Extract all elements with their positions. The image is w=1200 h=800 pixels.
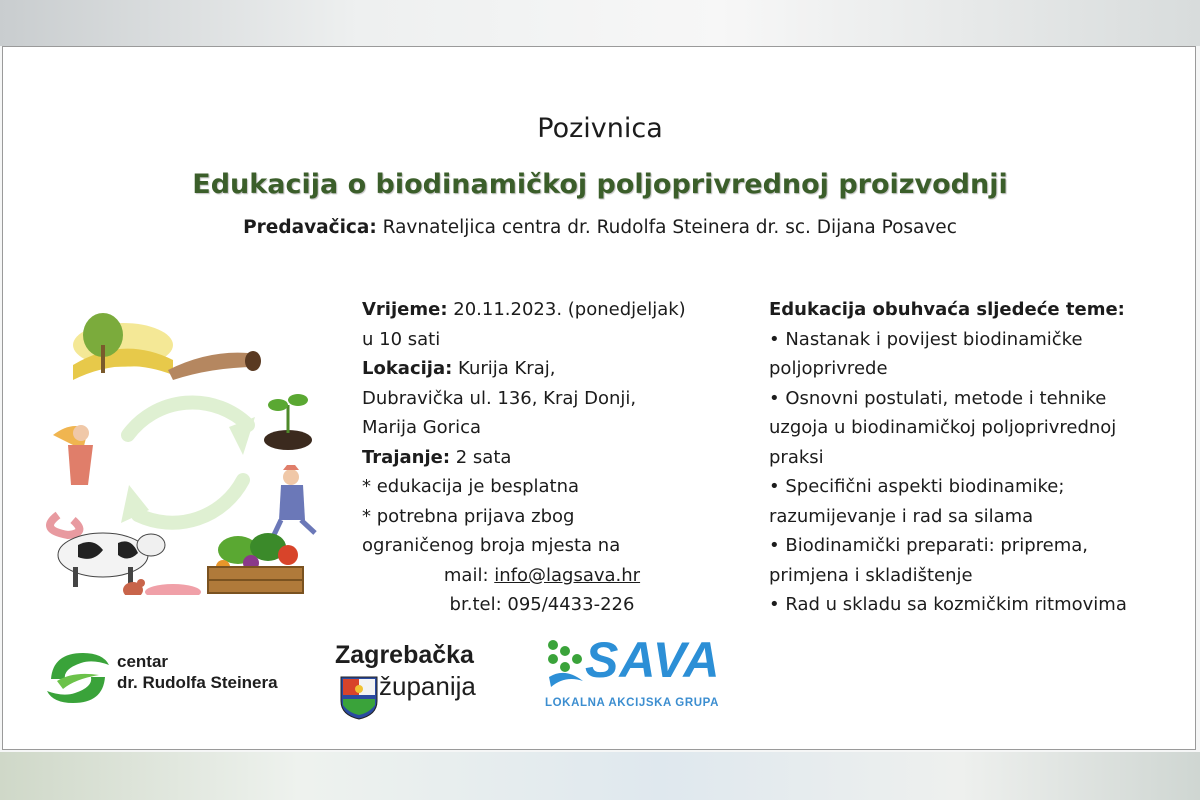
event-title: Edukacija o biodinamičkoj poljoprivrednoj proizvodnji bbox=[192, 169, 1008, 200]
duration-line bbox=[362, 443, 722, 473]
cycle-arrow-icon bbox=[128, 402, 248, 522]
mail-label: mail: bbox=[443, 564, 495, 586]
topic-3-cont: razumijevanje i rad sa silama bbox=[769, 505, 1034, 527]
county-line-2: županija bbox=[379, 671, 476, 701]
note-registration: * potrebna prijava zbog bbox=[362, 505, 575, 527]
topic-5: • Rad u skladu sa kozmičkim ritmovima bbox=[769, 594, 1127, 615]
woman-figure-icon bbox=[50, 425, 93, 535]
invitation-heading: Pozivnica bbox=[537, 113, 663, 144]
background-bottom-blur bbox=[0, 752, 1200, 800]
sava-name: SAVA bbox=[585, 632, 721, 688]
mail-line bbox=[362, 561, 722, 591]
farmer-figure-icon bbox=[273, 465, 315, 537]
lecturer-label: Predavačica: bbox=[243, 217, 377, 238]
lecturer-value: Ravnateljica centra dr. Rudolfa Steinera dr. sc. Dijana Posavec bbox=[376, 217, 957, 238]
note-registration-2: ograničenog broja mjesta na bbox=[362, 535, 621, 556]
cow-horn-icon bbox=[168, 353, 258, 380]
location-line-2: Dubravička ul. 136, Kraj Donji, bbox=[362, 387, 637, 409]
topic-2-cont: uzgoja u biodinamičkoj poljoprivrednoj bbox=[769, 417, 1117, 438]
tree-field-icon bbox=[73, 313, 173, 380]
topic-3: • Specifični aspekti biodinamike; bbox=[769, 476, 1065, 497]
sava-dots-icon bbox=[543, 637, 587, 693]
county-crest-icon bbox=[339, 675, 379, 721]
steiner-swirl-icon bbox=[43, 645, 113, 711]
cow-icon bbox=[58, 533, 165, 587]
time-value: 20.11.2023. (ponedjeljak) bbox=[447, 299, 686, 320]
steiner-logo-text bbox=[117, 651, 278, 693]
topic-1: • Nastanak i povijest biodinamičke bbox=[769, 328, 1083, 350]
steiner-logo bbox=[43, 645, 313, 711]
invitation-card bbox=[2, 46, 1196, 750]
topics-heading: Edukacija obuhvaća sljedeće teme: bbox=[769, 299, 1125, 320]
lecturer-line bbox=[3, 217, 1197, 238]
county-logo bbox=[335, 641, 505, 731]
duration-value: 2 sata bbox=[450, 446, 512, 468]
topics-list bbox=[769, 295, 1169, 620]
pig-icon bbox=[145, 584, 201, 595]
seedling-icon bbox=[264, 394, 312, 450]
time-line bbox=[362, 295, 722, 325]
topic-2-cont-2: praksi bbox=[769, 446, 824, 468]
note-free: * edukacija je besplatna bbox=[362, 476, 580, 497]
time-label: Vrijeme: bbox=[362, 299, 448, 320]
time-line-2: u 10 sati bbox=[362, 328, 441, 350]
steiner-line-2: dr. Rudolfa Steinera bbox=[117, 673, 278, 692]
sava-logo bbox=[543, 632, 743, 715]
steiner-line-1: centar bbox=[117, 652, 169, 671]
biodynamic-cycle-illustration bbox=[33, 305, 333, 595]
location-value: Kurija Kraj, bbox=[452, 358, 556, 379]
topic-2: • Osnovni postulati, metode i tehnike bbox=[769, 387, 1107, 409]
topic-4: • Biodinamički preparati: priprema, bbox=[769, 535, 1088, 556]
phone-line: br.tel: 095/4433-226 bbox=[449, 594, 635, 615]
chicken-icon bbox=[123, 579, 145, 595]
county-line-1: Zagrebačka bbox=[335, 641, 474, 669]
topic-1-cont: poljoprivrede bbox=[769, 358, 888, 379]
location-line bbox=[362, 354, 722, 384]
topic-4-cont: primjena i skladištenje bbox=[769, 564, 973, 586]
sava-tagline: LOKALNA AKCIJSKA GRUPA bbox=[545, 697, 719, 709]
location-line-3: Marija Gorica bbox=[362, 417, 482, 438]
mail-link[interactable]: info@lagsava.hr bbox=[494, 564, 641, 586]
duration-label: Trajanje: bbox=[362, 446, 451, 468]
location-label: Lokacija: bbox=[362, 358, 453, 379]
vegetable-crate-icon bbox=[208, 533, 303, 593]
background-top-blur bbox=[0, 0, 1200, 46]
event-details bbox=[362, 295, 722, 620]
